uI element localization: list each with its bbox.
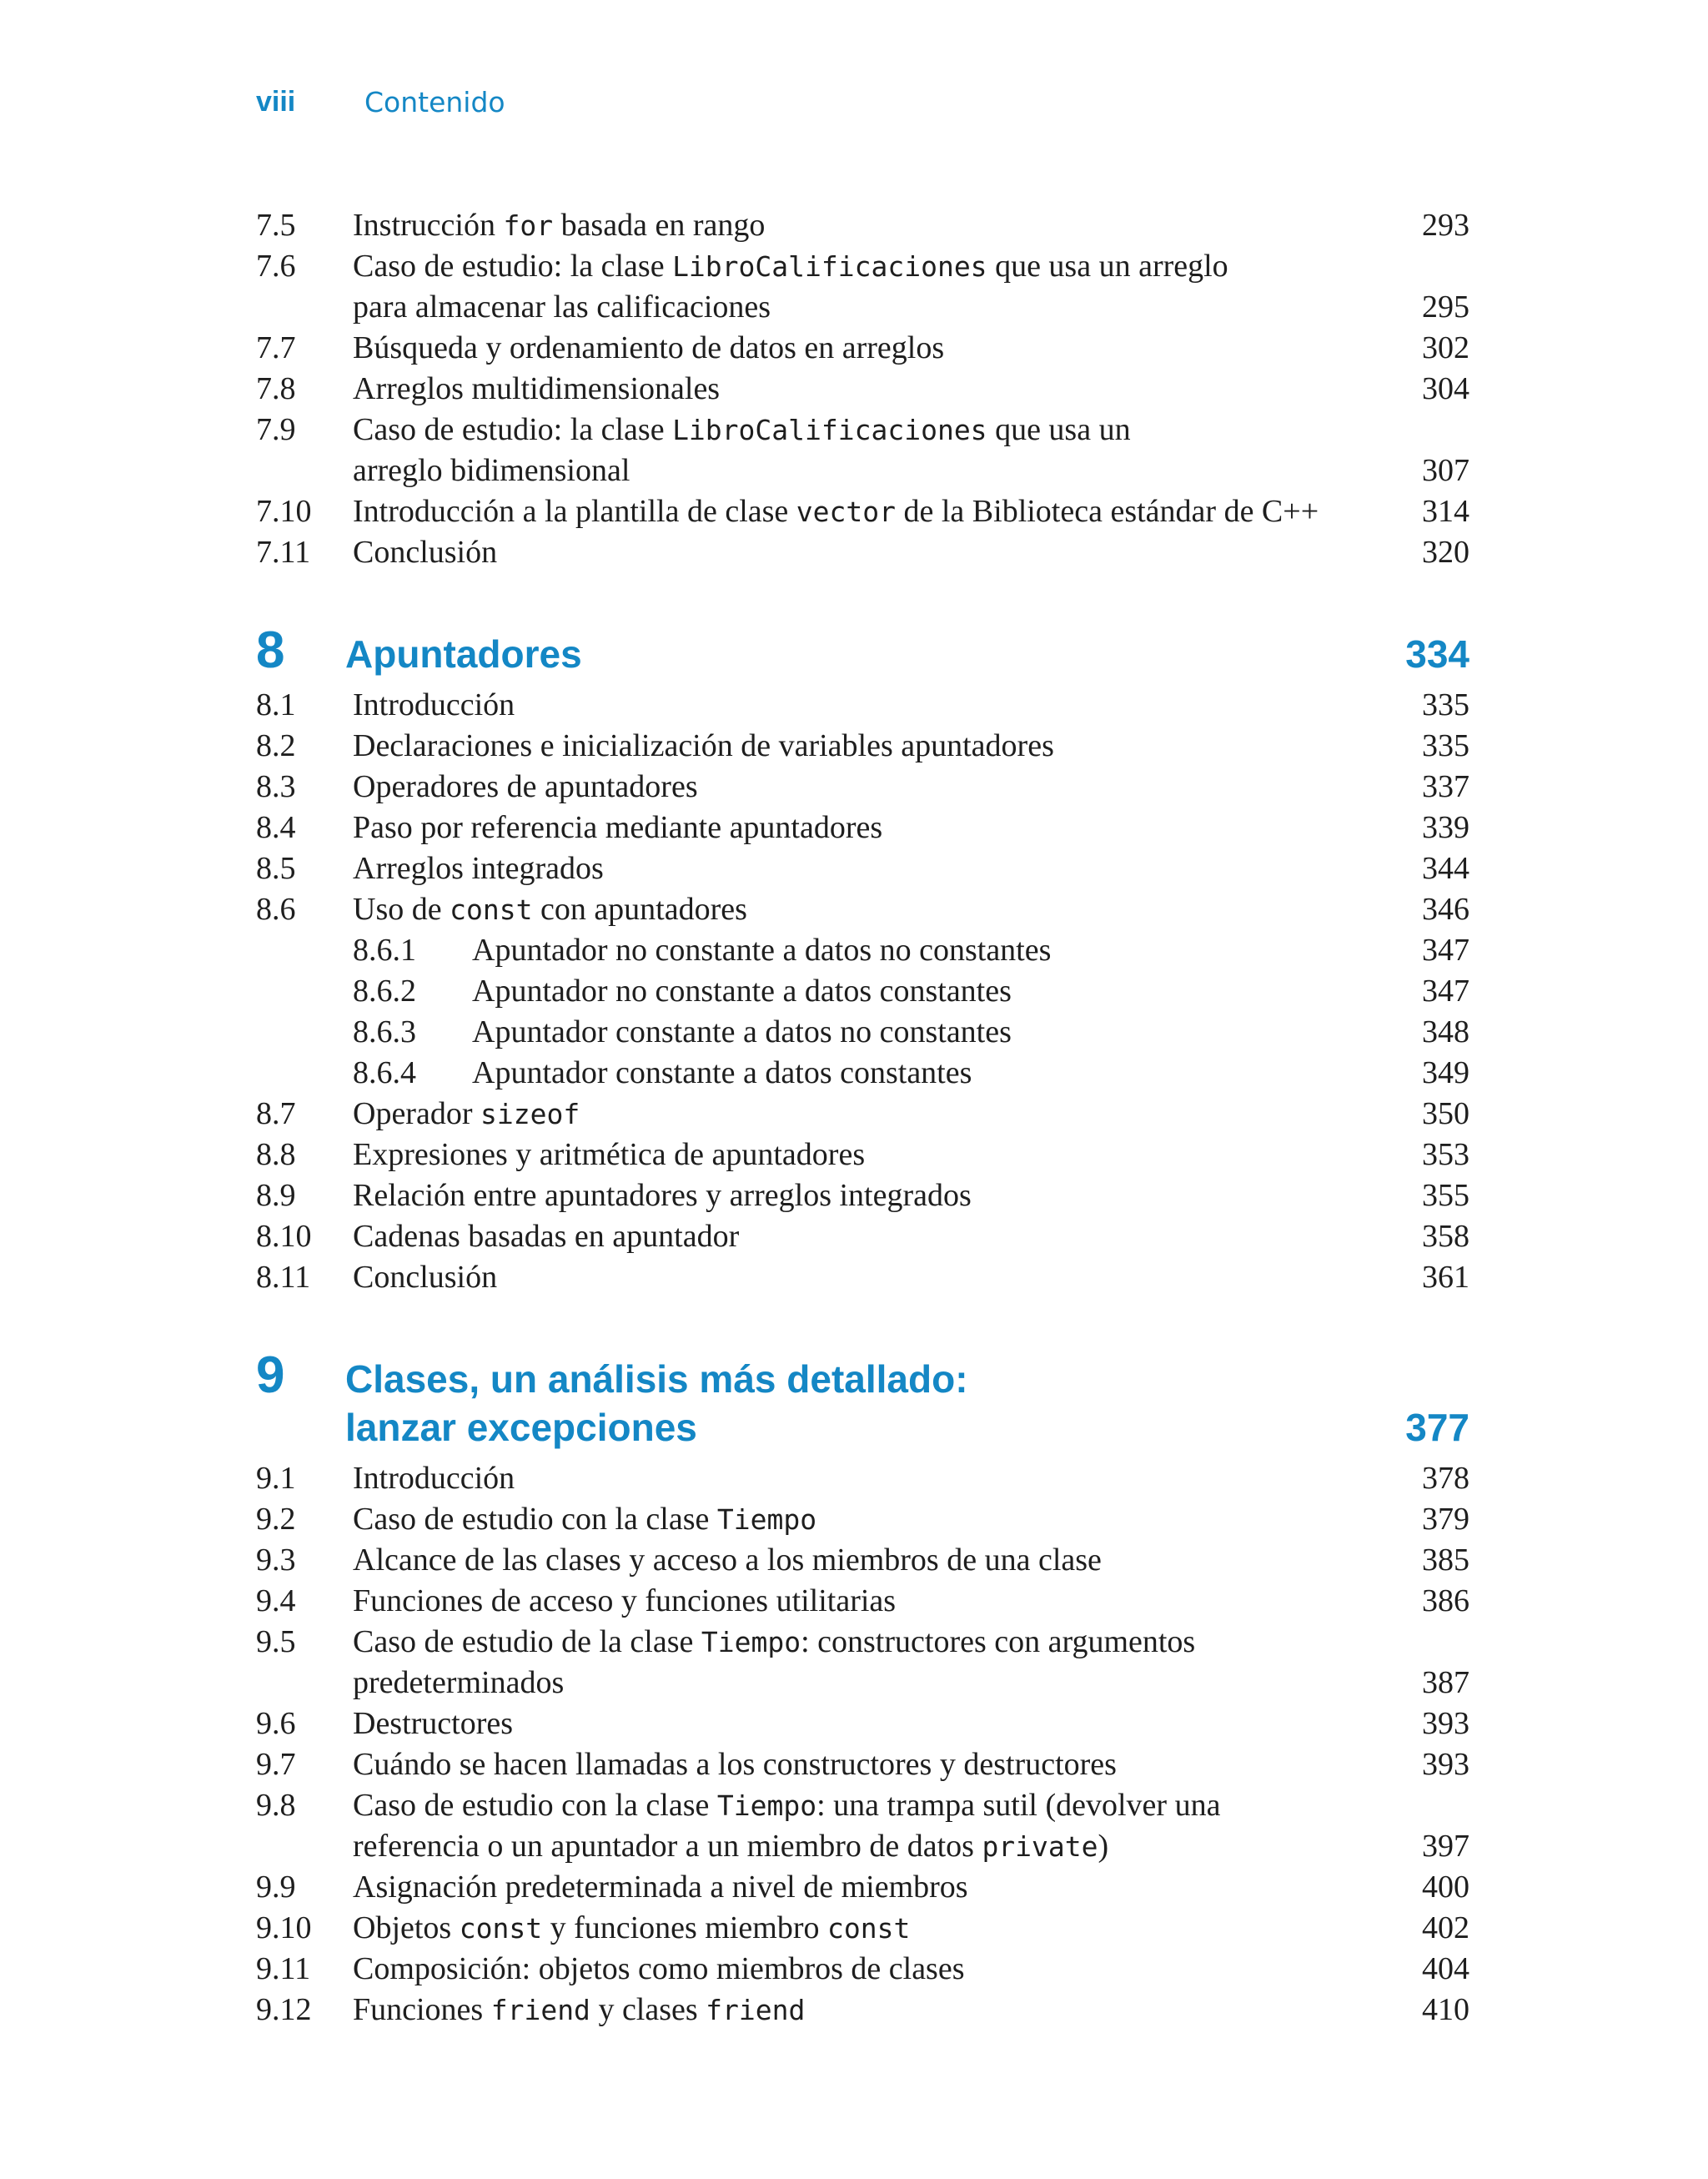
entry-title bbox=[353, 809, 882, 846]
entry-title-text: Objetos bbox=[353, 1910, 460, 1945]
toc-entry[interactable] bbox=[256, 724, 1469, 765]
toc-entry[interactable] bbox=[256, 1620, 1469, 1661]
entry-title bbox=[353, 1828, 1108, 1864]
entry-title-text: : una trampa sutil (devolver una bbox=[816, 1788, 1221, 1823]
entry-page-number: 355 bbox=[1422, 1178, 1469, 1213]
entry-title-text: Operadores de apuntadores bbox=[353, 769, 698, 804]
toc-entry[interactable] bbox=[256, 1702, 1469, 1743]
entry-title bbox=[353, 248, 1228, 284]
toc-subentry[interactable] bbox=[256, 1051, 1469, 1092]
entry-title-text: Funciones bbox=[353, 1992, 491, 2027]
entry-title-text: Caso de estudio con la clase bbox=[353, 1502, 717, 1537]
entry-number: 8.6.4 bbox=[353, 1055, 416, 1090]
entry-title-text: Relación entre apuntadores y arreglos integrados bbox=[353, 1178, 972, 1213]
entry-title bbox=[353, 1501, 816, 1537]
entry-number: 9.7 bbox=[256, 1747, 296, 1782]
entry-title-text: y clases bbox=[590, 1992, 706, 2027]
toc-entry[interactable] bbox=[256, 1538, 1469, 1579]
chapter-page-number: 377 bbox=[1405, 1406, 1469, 1449]
entry-number: 8.2 bbox=[256, 728, 296, 763]
entry-title-text: Arreglos multidimensionales bbox=[353, 371, 721, 406]
entry-title-text: Conclusión bbox=[353, 535, 498, 570]
toc-subentry[interactable] bbox=[256, 969, 1469, 1010]
entry-number: 9.9 bbox=[256, 1870, 296, 1905]
code-term: LibroCalificaciones bbox=[672, 250, 987, 283]
entry-title-text: Operador bbox=[353, 1096, 480, 1131]
entry-title-text: Cadenas basadas en apuntador bbox=[353, 1219, 740, 1254]
entry-page-number: 347 bbox=[1422, 974, 1469, 1009]
entry-page-number: 353 bbox=[1422, 1137, 1469, 1172]
entry-title bbox=[353, 687, 515, 723]
toc-entry[interactable] bbox=[256, 1906, 1469, 1947]
entry-page-number: 320 bbox=[1422, 535, 1469, 570]
entry-title-text: y funciones miembro bbox=[542, 1910, 827, 1945]
entry-title bbox=[353, 370, 720, 407]
entry-title bbox=[472, 1014, 1012, 1050]
entry-number: 8.4 bbox=[256, 810, 296, 845]
entry-title bbox=[353, 768, 698, 805]
toc-entry[interactable] bbox=[256, 490, 1469, 531]
entry-title bbox=[353, 534, 497, 571]
entry-title bbox=[353, 1869, 968, 1905]
entry-title bbox=[353, 1177, 972, 1214]
entry-page-number: 344 bbox=[1422, 851, 1469, 886]
toc-entry[interactable] bbox=[256, 1988, 1469, 2029]
entry-number: 7.5 bbox=[256, 208, 296, 243]
entry-number: 8.7 bbox=[256, 1096, 296, 1131]
chapter-title-line: lanzar excepciones bbox=[345, 1406, 697, 1449]
toc-entry[interactable] bbox=[256, 367, 1469, 408]
entry-title: arreglo bidimensional bbox=[353, 453, 630, 488]
entry-title-text: Apuntador no constante a datos constantes bbox=[472, 974, 1012, 1009]
toc-entry[interactable] bbox=[256, 1784, 1469, 1824]
entry-title bbox=[472, 932, 1051, 969]
entry-page-number: 304 bbox=[1422, 371, 1469, 406]
page-folio: viii bbox=[256, 85, 296, 118]
toc-subentry[interactable] bbox=[256, 928, 1469, 969]
entry-title-text: Caso de estudio de la clase bbox=[353, 1624, 701, 1659]
entry-title-text: Alcance de las clases y acceso a los miembros de una clase bbox=[353, 1542, 1102, 1578]
code-term: friend bbox=[706, 1994, 806, 2026]
entry-title-text: que usa un arreglo bbox=[987, 249, 1228, 284]
entry-number: 8.10 bbox=[256, 1219, 312, 1254]
entry-number: 8.6.3 bbox=[353, 1014, 416, 1049]
running-head-title: Contenido bbox=[364, 85, 505, 118]
entry-number: 7.6 bbox=[256, 249, 296, 284]
entry-page-number: 410 bbox=[1422, 1992, 1469, 2027]
toc-entry[interactable] bbox=[256, 531, 1469, 571]
entry-title-text: Expresiones y aritmética de apuntadores bbox=[353, 1137, 866, 1172]
toc-entry[interactable] bbox=[256, 408, 1469, 449]
toc-entry[interactable] bbox=[256, 1497, 1469, 1538]
code-term: const bbox=[827, 1912, 911, 1945]
entry-page-number: 337 bbox=[1422, 769, 1469, 804]
entry-number: 7.11 bbox=[256, 535, 311, 570]
entry-title-text: Búsqueda y ordenamiento de datos en arreglos bbox=[353, 330, 945, 365]
entry-page-number: 400 bbox=[1422, 1870, 1469, 1905]
code-term: sizeof bbox=[480, 1098, 580, 1130]
code-term: private bbox=[982, 1830, 1098, 1863]
entry-title bbox=[353, 891, 747, 928]
entry-title-text: Caso de estudio: la clase bbox=[353, 249, 673, 284]
toc-entry[interactable] bbox=[256, 1743, 1469, 1784]
entry-number: 9.10 bbox=[256, 1910, 312, 1945]
chapter-number: 9 bbox=[256, 1346, 285, 1404]
entry-page-number: 358 bbox=[1422, 1219, 1469, 1254]
entry-title bbox=[353, 1583, 896, 1619]
entry-number: 9.2 bbox=[256, 1502, 296, 1537]
code-term: const bbox=[459, 1912, 543, 1945]
toc-subentry[interactable] bbox=[256, 1010, 1469, 1051]
toc-entry[interactable] bbox=[256, 1174, 1469, 1215]
toc-entry[interactable] bbox=[256, 683, 1469, 724]
toc-entry[interactable] bbox=[256, 1865, 1469, 1906]
entry-page-number: 387 bbox=[1422, 1665, 1469, 1700]
entry-page-number: 393 bbox=[1422, 1747, 1469, 1782]
entry-number: 7.10 bbox=[256, 494, 312, 529]
entry-title bbox=[353, 1623, 1195, 1660]
entry-page-number: 379 bbox=[1422, 1502, 1469, 1537]
entry-number: 9.3 bbox=[256, 1542, 296, 1578]
entry-title bbox=[472, 1054, 972, 1091]
code-term: vector bbox=[796, 496, 896, 528]
chapter-title bbox=[345, 623, 1469, 678]
chapter-9-heading[interactable] bbox=[256, 1348, 1469, 1452]
toc-entry[interactable] bbox=[256, 806, 1469, 847]
entry-number: 7.8 bbox=[256, 371, 296, 406]
entry-title-text: Composición: objetos como miembros de clases bbox=[353, 1951, 965, 1986]
entry-page-number: 295 bbox=[1422, 289, 1469, 325]
toc-entry[interactable] bbox=[256, 1579, 1469, 1620]
code-term: Tiempo bbox=[716, 1503, 817, 1536]
entry-title bbox=[353, 1460, 515, 1497]
entry-title bbox=[353, 1259, 497, 1296]
toc-entry-continuation[interactable] bbox=[256, 1824, 1469, 1865]
toc-entry[interactable] bbox=[256, 765, 1469, 806]
code-term: friend bbox=[490, 1994, 590, 2026]
entry-number: 9.1 bbox=[256, 1461, 296, 1496]
entry-number: 9.4 bbox=[256, 1583, 296, 1618]
entry-title-text: Introducción bbox=[353, 687, 515, 722]
chapter-9-entries bbox=[256, 1457, 1469, 2029]
entry-title-text: ) bbox=[1098, 1829, 1109, 1864]
chapter-title bbox=[345, 1348, 1469, 1452]
toc-entry[interactable] bbox=[256, 888, 1469, 928]
entry-number: 9.5 bbox=[256, 1624, 296, 1659]
entry-title bbox=[353, 493, 1319, 530]
entry-title bbox=[353, 207, 765, 244]
chapter-page-number: 334 bbox=[1405, 632, 1469, 676]
chapter-8-heading[interactable] bbox=[256, 623, 1469, 678]
table-of-contents bbox=[256, 204, 1469, 2029]
entry-title-text: Funciones de acceso y funciones utilitarias bbox=[353, 1583, 897, 1618]
entry-page-number: 339 bbox=[1422, 810, 1469, 845]
entry-number: 8.6.2 bbox=[353, 974, 416, 1009]
toc-entry[interactable] bbox=[256, 1215, 1469, 1256]
entry-number: 9.8 bbox=[256, 1788, 296, 1823]
entry-page-number: 348 bbox=[1422, 1014, 1469, 1049]
entry-title bbox=[353, 411, 1131, 448]
entry-title-text: Paso por referencia mediante apuntadores bbox=[353, 810, 883, 845]
entry-title bbox=[353, 1950, 965, 1987]
chapter-title-line: Clases, un análisis más detallado: bbox=[345, 1357, 968, 1401]
chapter-title-line: Apuntadores bbox=[345, 632, 582, 676]
toc-entry[interactable] bbox=[256, 1457, 1469, 1497]
entry-page-number: 307 bbox=[1422, 453, 1469, 488]
entry-number: 8.8 bbox=[256, 1137, 296, 1172]
entry-title bbox=[353, 1705, 513, 1742]
entry-title-text: Uso de bbox=[353, 892, 450, 927]
entry-title bbox=[353, 727, 1054, 764]
entry-page-number: 404 bbox=[1422, 1951, 1469, 1986]
entry-page-number: 393 bbox=[1422, 1706, 1469, 1741]
entry-page-number: 302 bbox=[1422, 330, 1469, 365]
entry-page-number: 386 bbox=[1422, 1583, 1469, 1618]
toc-entry-continuation[interactable] bbox=[256, 1661, 1469, 1702]
entry-title-text: Apuntador no constante a datos no constantes bbox=[472, 933, 1052, 968]
toc-entry-continuation[interactable] bbox=[256, 285, 1469, 326]
entry-page-number: 349 bbox=[1422, 1055, 1469, 1090]
entry-title bbox=[353, 850, 604, 887]
entry-title-text: Arreglos integrados bbox=[353, 851, 604, 886]
entry-page-number: 402 bbox=[1422, 1910, 1469, 1945]
entry-number: 8.6.1 bbox=[353, 933, 416, 968]
entry-title-text: con apuntadores bbox=[532, 892, 747, 927]
entry-title bbox=[472, 973, 1012, 1009]
chapter-7-entries bbox=[256, 204, 1469, 571]
entry-title-text: Instrucción bbox=[353, 208, 504, 243]
toc-entry[interactable] bbox=[256, 847, 1469, 888]
toc-entry[interactable] bbox=[256, 244, 1469, 285]
entry-number: 8.11 bbox=[256, 1260, 311, 1295]
entry-page-number: 378 bbox=[1422, 1461, 1469, 1496]
entry-title-text: de la Biblioteca estándar de C++ bbox=[896, 494, 1319, 529]
entry-title bbox=[353, 1746, 1117, 1783]
entry-title-text: referencia o un apuntador a un miembro de datos bbox=[353, 1829, 982, 1864]
toc-entry[interactable] bbox=[256, 1092, 1469, 1133]
entry-number: 9.12 bbox=[256, 1992, 312, 2027]
entry-title bbox=[353, 1787, 1220, 1824]
entry-title bbox=[353, 1095, 580, 1132]
entry-title-text: Conclusión bbox=[353, 1260, 498, 1295]
running-head bbox=[256, 77, 505, 127]
entry-page-number: 397 bbox=[1422, 1829, 1469, 1864]
entry-number: 8.3 bbox=[256, 769, 296, 804]
entry-title: para almacenar las calificaciones bbox=[353, 289, 771, 325]
toc-entry[interactable] bbox=[256, 1133, 1469, 1174]
entry-number: 9.11 bbox=[256, 1951, 311, 1986]
entry-title: predeterminados bbox=[353, 1665, 565, 1700]
entry-title bbox=[353, 1218, 739, 1255]
entry-title bbox=[353, 1136, 865, 1173]
entry-page-number: 346 bbox=[1422, 892, 1469, 927]
entry-page-number: 347 bbox=[1422, 933, 1469, 968]
entry-title-text: Introducción a la plantilla de clase bbox=[353, 494, 796, 529]
toc-entry[interactable] bbox=[256, 1947, 1469, 1988]
chapter-8-entries bbox=[256, 683, 1469, 1296]
code-term: Tiempo bbox=[701, 1626, 801, 1658]
entry-title-text: Caso de estudio: la clase bbox=[353, 412, 673, 447]
entry-title-text: Destructores bbox=[353, 1706, 514, 1741]
entry-page-number: 335 bbox=[1422, 687, 1469, 722]
entry-title-text: basada en rango bbox=[553, 208, 766, 243]
entry-number: 8.1 bbox=[256, 687, 296, 722]
entry-page-number: 385 bbox=[1422, 1542, 1469, 1578]
entry-number: 7.7 bbox=[256, 330, 296, 365]
entry-title-text: Introducción bbox=[353, 1461, 515, 1496]
entry-number: 8.5 bbox=[256, 851, 296, 886]
code-term: Tiempo bbox=[716, 1789, 817, 1822]
entry-number: 8.9 bbox=[256, 1178, 296, 1213]
entry-title-text: Caso de estudio con la clase bbox=[353, 1788, 717, 1823]
entry-title bbox=[353, 1542, 1102, 1578]
toc-entry[interactable] bbox=[256, 204, 1469, 244]
toc-entry[interactable] bbox=[256, 326, 1469, 367]
entry-page-number: 335 bbox=[1422, 728, 1469, 763]
entry-title-text: Cuándo se hacen llamadas a los constructores y destructores bbox=[353, 1747, 1117, 1782]
entry-title-text: Apuntador constante a datos constantes bbox=[472, 1055, 972, 1090]
entry-page-number: 314 bbox=[1422, 494, 1469, 529]
entry-page-number: 350 bbox=[1422, 1096, 1469, 1131]
entry-title-text: Declaraciones e inicialización de variables apuntadores bbox=[353, 728, 1054, 763]
entry-title-text: Asignación predeterminada a nivel de miembros bbox=[353, 1870, 968, 1905]
entry-title bbox=[353, 1910, 910, 1946]
entry-title-text: : constructores con argumentos bbox=[801, 1624, 1196, 1659]
chapter-number: 8 bbox=[256, 621, 285, 679]
code-term: const bbox=[450, 893, 533, 926]
code-term: for bbox=[503, 209, 554, 242]
code-term: LibroCalificaciones bbox=[672, 414, 987, 446]
entry-title bbox=[353, 330, 944, 366]
entry-number: 7.9 bbox=[256, 412, 296, 447]
toc-entry[interactable] bbox=[256, 1256, 1469, 1296]
entry-page-number: 361 bbox=[1422, 1260, 1469, 1295]
entry-title bbox=[353, 1991, 805, 2028]
entry-number: 9.6 bbox=[256, 1706, 296, 1741]
entry-title-text: Apuntador constante a datos no constantes bbox=[472, 1014, 1012, 1049]
entry-number: 8.6 bbox=[256, 892, 296, 927]
entry-title-text: que usa un bbox=[987, 412, 1131, 447]
entry-page-number: 293 bbox=[1422, 208, 1469, 243]
toc-entry-continuation[interactable] bbox=[256, 449, 1469, 490]
